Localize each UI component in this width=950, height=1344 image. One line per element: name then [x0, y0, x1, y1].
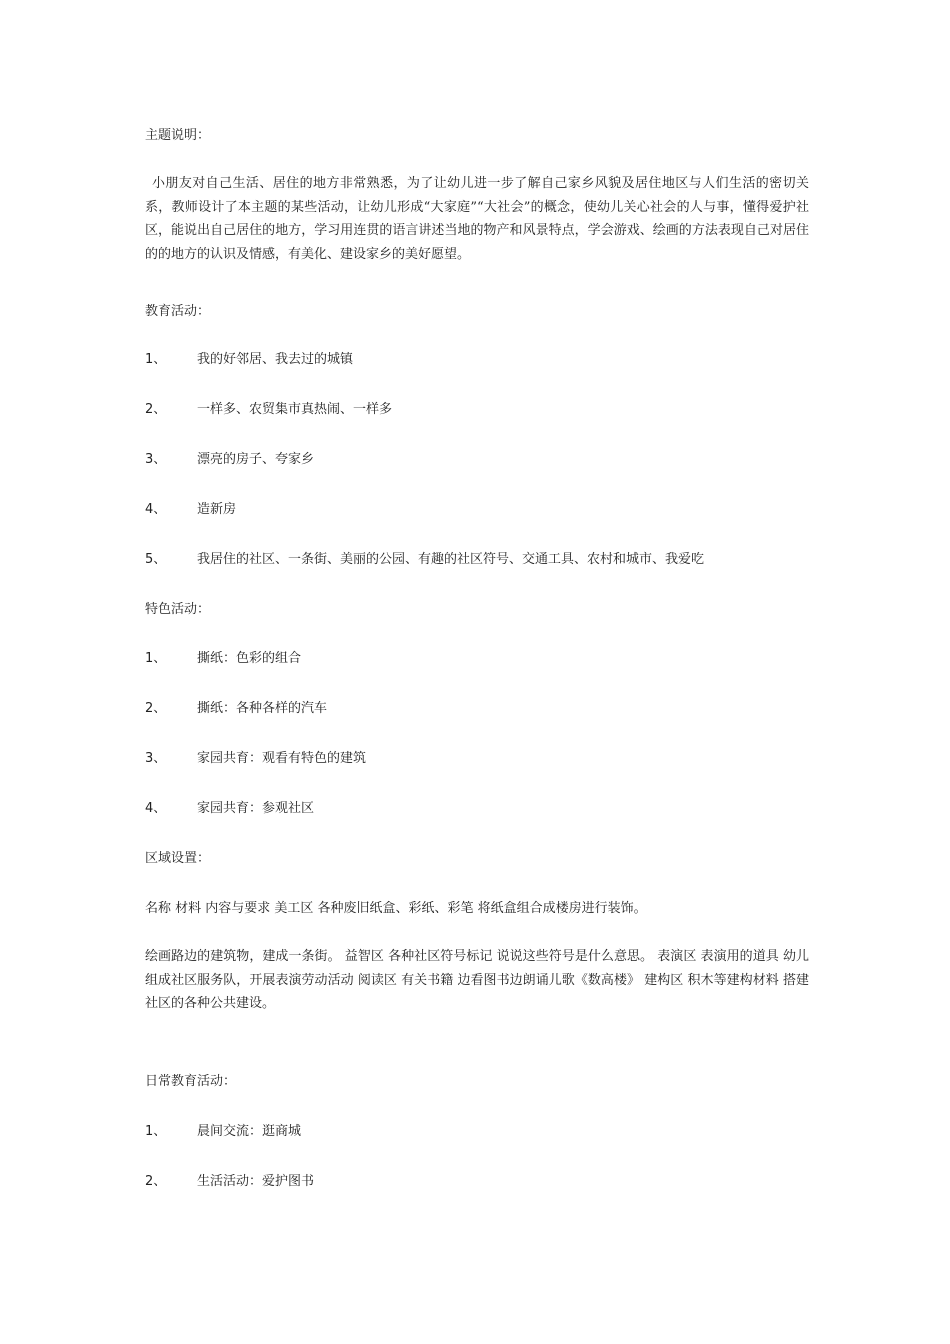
daily-item — [145, 1171, 314, 1193]
item-number: 1、 — [145, 651, 167, 666]
special-item — [145, 698, 327, 720]
item-text: 一样多、农贸集市真热闹、一样多 — [197, 402, 393, 417]
item-text: 生活活动：爱护图书 — [197, 1174, 315, 1189]
item-number: 4、 — [145, 801, 167, 816]
item-number: 2、 — [145, 701, 167, 716]
special-item — [145, 648, 301, 670]
education-item — [145, 449, 314, 471]
item-number: 2、 — [145, 402, 167, 417]
item-text: 撕纸：色彩的组合 — [197, 651, 302, 666]
item-number: 1、 — [145, 352, 167, 367]
item-text: 我的好邻居、我去过的城镇 — [197, 352, 354, 367]
education-item — [145, 399, 392, 421]
theme-paragraph: 小朋友对自己生活、居住的地方非常熟悉，为了让幼儿进一步了解自己家乡风貌及居住地区与人们生活的密切关系，教师设计了本主题的某些活动，让幼儿形成“大家庭”“大社会”的概念，使幼儿关心社会的人与事，懂得爱护社区，能说出自己居住的地方，学习用连贯的语言讲述当地的物产和风景特点，学会游戏、绘画的方法表现自己对居住的的地方的认识及情感，有美化、建设家乡的美好愿望。 — [145, 176, 809, 262]
item-text: 撕纸：各种各样的汽车 — [197, 701, 328, 716]
item-text: 我居住的社区、一条街、美丽的公园、有趣的社区符号、交通工具、农村和城市、我爱吃 — [197, 552, 705, 567]
item-text: 漂亮的房子、夸家乡 — [197, 452, 315, 467]
education-item — [145, 349, 353, 371]
area-paragraph: 绘画路边的建筑物，建成一条街。 益智区 各种社区符号标记 说说这些符号是什么意思。 表演区 表演用的道具 幼儿组成社区服务队，开展表演劳动活动 阅读区 有关书籍 边看图书边朗诵儿歌《数高楼》 建构区 积木等建构材料 搭建社区的各种公共建设。 — [145, 949, 809, 1011]
item-text: 造新房 — [197, 502, 237, 517]
theme-heading: 主题说明： — [145, 128, 211, 143]
item-text: 晨间交流：逛商城 — [197, 1124, 302, 1139]
daily-item — [145, 1121, 301, 1143]
item-number: 1、 — [145, 1124, 167, 1139]
education-heading: 教育活动： — [145, 304, 211, 319]
area-heading: 区域设置： — [145, 851, 211, 866]
special-item — [145, 748, 366, 770]
item-number: 4、 — [145, 502, 167, 517]
item-number: 2、 — [145, 1174, 167, 1189]
special-item — [145, 798, 314, 820]
area-line: 名称 材料 内容与要求 美工区 各种废旧纸盒、彩纸、彩笔 将纸盒组合成楼房进行装饰。 — [145, 901, 647, 916]
item-number: 5、 — [145, 552, 167, 567]
item-text: 家园共育：观看有特色的建筑 — [197, 751, 367, 766]
daily-heading: 日常教育活动： — [145, 1074, 237, 1089]
education-item — [145, 499, 236, 521]
special-heading: 特色活动： — [145, 602, 211, 617]
item-number: 3、 — [145, 452, 167, 467]
item-number: 3、 — [145, 751, 167, 766]
education-item — [145, 549, 704, 571]
item-text: 家园共育：参观社区 — [197, 801, 315, 816]
